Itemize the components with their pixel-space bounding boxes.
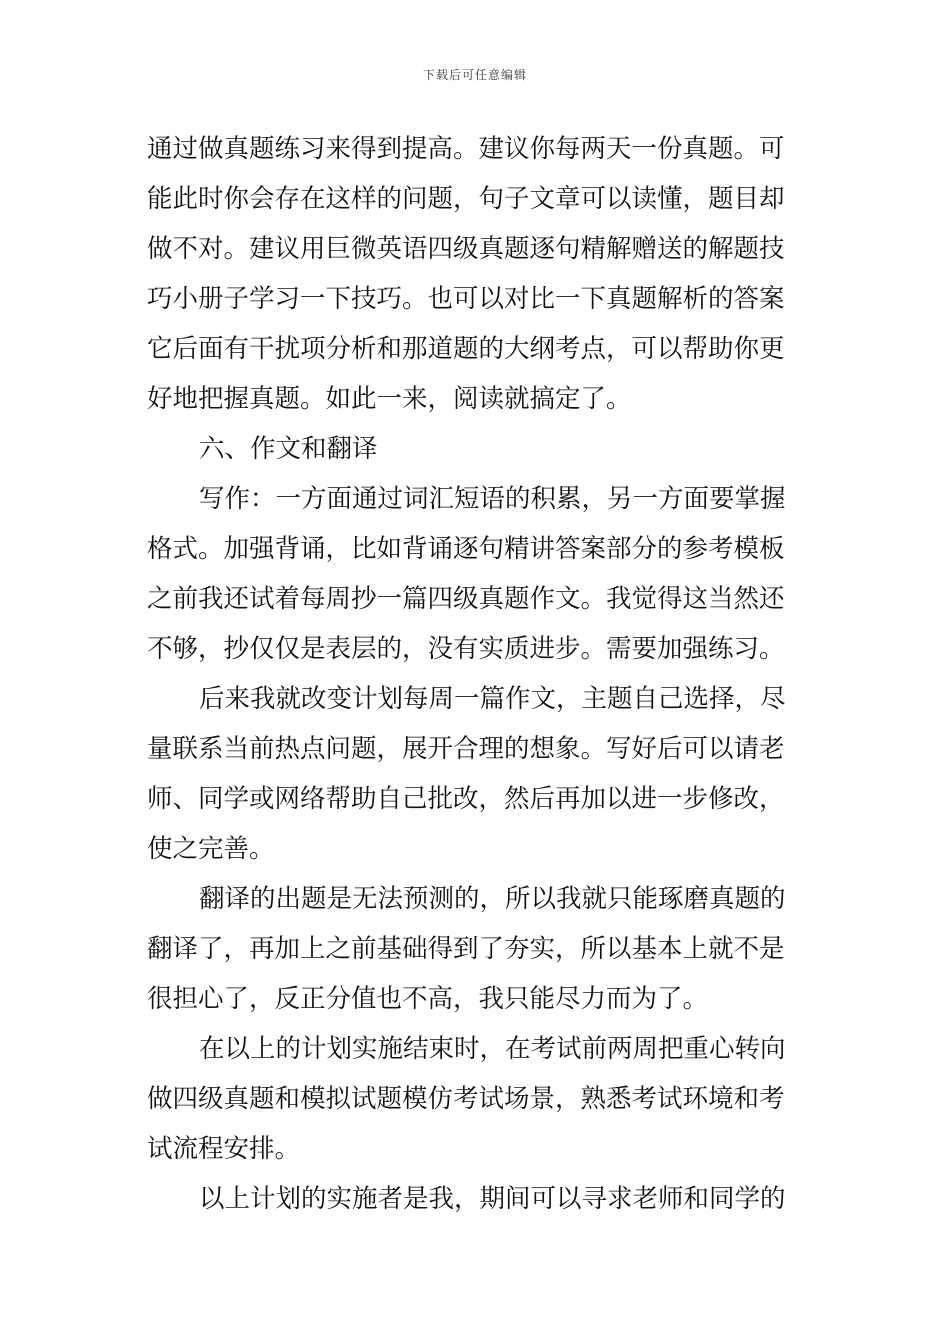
text-line: 做不对。建议用巨微英语四级真题逐句精解赠送的解题技 <box>147 234 785 264</box>
text-line: 试流程安排。 <box>147 1134 301 1164</box>
text-line: 后来我就改变计划每周一篇作文，主题自己选择，尽 <box>199 684 786 714</box>
text-line: 之前我还试着每周抄一篇四级真题作文。我觉得这当然还 <box>147 584 785 614</box>
text-line: 翻译了，再加上之前基础得到了夯实，所以基本上就不是 <box>147 934 785 964</box>
text-line: 做四级真题和模拟试题模仿考试场景，熟悉考试环境和考 <box>147 1084 785 1114</box>
text-line: 翻译的出题是无法预测的，所以我就只能琢磨真题的 <box>199 884 786 914</box>
text-line: 使之完善。 <box>147 834 275 864</box>
text-line: 格式。加强背诵，比如背诵逐句精讲答案部分的参考模板 <box>147 534 785 564</box>
text-line: 六、作文和翻译 <box>199 434 378 464</box>
text-line: 师、同学或网络帮助自己批改，然后再加以进一步修改， <box>147 784 785 814</box>
text-line: 好地把握真题。如此一来，阅读就搞定了。 <box>147 384 632 414</box>
page-header: 下载后可任意编辑 <box>422 68 527 82</box>
text-line: 通过做真题练习来得到提高。建议你每两天一份真题。可 <box>147 134 785 164</box>
text-line: 写作：一方面通过词汇短语的积累，另一方面要掌握 <box>199 484 786 514</box>
text-line: 量联系当前热点问题，展开合理的想象。写好后可以请老 <box>147 734 785 764</box>
document-body <box>147 124 809 1224</box>
text-line: 能此时你会存在这样的问题，句子文章可以读懂，题目却 <box>147 184 785 214</box>
text-line: 它后面有干扰项分析和那道题的大纲考点，可以帮助你更 <box>147 334 785 364</box>
text-line: 巧小册子学习一下技巧。也可以对比一下真题解析的答案 <box>147 284 785 314</box>
text-line: 在以上的计划实施结束时，在考试前两周把重心转向 <box>199 1034 786 1064</box>
text-line: 不够，抄仅仅是表层的，没有实质进步。需要加强练习。 <box>147 634 785 664</box>
text-line: 很担心了，反正分值也不高，我只能尽力而为了。 <box>147 984 709 1014</box>
text-line: 以上计划的实施者是我，期间可以寻求老师和同学的 <box>199 1184 786 1214</box>
